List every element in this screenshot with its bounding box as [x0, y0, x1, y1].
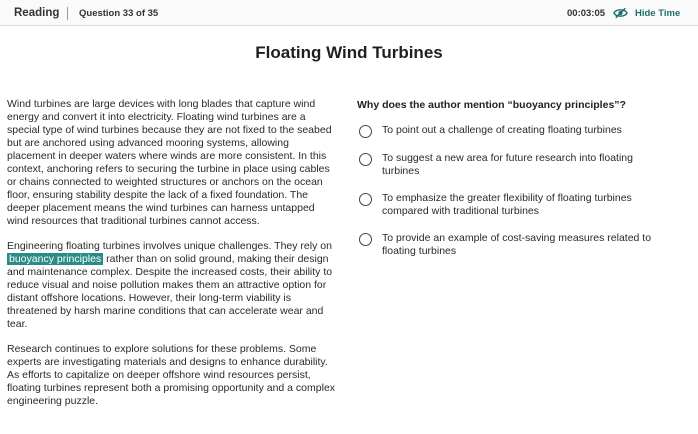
answer-option-4[interactable] [359, 232, 672, 258]
passage-paragraph-1: Wind turbines are large devices with long blades that capture wind energy and convert it into electricity. Floating wind turbines are a special type of wind turbines because they are not fixed to the seabed but are anchored using advanced mooring systems, allowing placement in deeper waters where winds are more consistent. In this context, anchoring refers to securing the turbine in place using cables or chains connected to weighted structures or anchors on the ocean floor, ensuring stability despite the lack of a fixed foundation. The deeper placement means the wind turbines can harness untapped wind resources that traditional turbines cannot access. [7, 98, 332, 227]
highlighted-phrase: buoyancy principles [9, 253, 102, 265]
timer: 00:03:05 [567, 8, 606, 19]
section-label: Reading [14, 7, 60, 19]
answer-option-label: To provide an example of cost-saving measures related to floating turbines [382, 232, 652, 257]
radio-button[interactable] [359, 125, 372, 138]
passage-text: rather than on solid ground, making their design and maintenance complex. Despite the increased costs, their ability to reduce visual and noise pollution makes them an attractive option for distant offshore locations. However, their long-term viability is threatened by harsh marine conditions that can accelerate wear and tear. [7, 253, 333, 330]
radio-button[interactable] [359, 153, 372, 166]
answer-option-1[interactable] [359, 124, 672, 138]
answer-option-3[interactable] [359, 192, 672, 218]
hide-time-label: Hide Time [635, 7, 681, 19]
question-counter: Question 33 of 35 [79, 8, 159, 19]
passage-title: Floating Wind Turbines [255, 43, 443, 62]
radio-button[interactable] [359, 193, 372, 206]
radio-button[interactable] [359, 233, 372, 246]
top-bar [0, 0, 698, 26]
answer-option-2[interactable] [359, 152, 672, 178]
passage-text: Engineering floating turbines involves unique challenges. They rely on [7, 240, 332, 252]
answer-option-label: To point out a challenge of creating floating turbines [382, 124, 622, 136]
header-divider [67, 7, 68, 20]
answer-option-label: To emphasize the greater flexibility of floating turbines compared with traditional turbines [382, 192, 632, 217]
answer-option-label: To suggest a new area for future research into floating turbines [382, 152, 633, 177]
question-stem: Why does the author mention “buoyancy principles”? [357, 99, 626, 111]
hide-time-button[interactable] [613, 5, 680, 21]
reading-passage [7, 98, 337, 420]
passage-paragraph-3: Research continues to explore solutions for these problems. Some experts are investigating materials and designs to enhance durability. As efforts to capitalize on deeper offshore wind resources persist, floating turbines represent both a promising opportunity and a complex engineering puzzle. [7, 343, 336, 407]
eye-slash-icon [613, 7, 628, 19]
passage-paragraph-2 [7, 240, 337, 331]
